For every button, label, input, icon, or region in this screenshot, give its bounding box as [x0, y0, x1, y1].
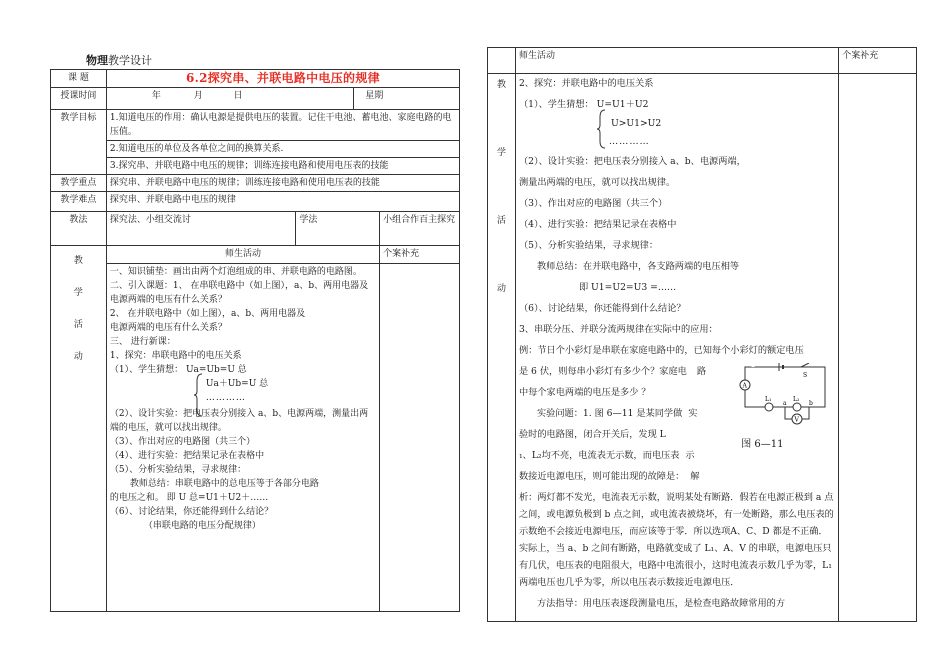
key-row — [51, 175, 460, 192]
activity-line: 2、探究：并联电路中的电压关系 — [518, 78, 654, 89]
activity-content — [106, 264, 379, 612]
right-lesson-table — [487, 47, 917, 622]
week-cell — [354, 88, 460, 110]
activity-header-row — [51, 246, 460, 264]
goal-row-1 — [51, 110, 460, 141]
lamp-l2-label: L₂ — [793, 396, 800, 403]
activity-line: ………… — [608, 136, 650, 147]
hard-text: 探究串、并联电路中电压的规律 — [106, 192, 459, 212]
right-supplement-header: 个案补充 — [839, 48, 917, 74]
activity-line: 2、 在并联电路中（如上图），a、b、两用电器及 — [109, 309, 306, 319]
supplement-header: 个案补充 — [380, 246, 460, 264]
right-activity-content — [515, 74, 838, 622]
activity-line: （串联电路的电压分配规律） — [143, 521, 261, 531]
activity-line: 解 — [690, 471, 700, 482]
activity-line: （1）、学生猜想： Ua=Ub=U 总 — [109, 365, 247, 375]
document-header — [86, 52, 152, 68]
voltmeter-label: V — [794, 416, 800, 424]
goal-item: 3.探究串、并联电路中电压的规律；训练连接电路和使用电压表的技能 — [106, 158, 459, 175]
activity-line: （3）、作出对应的电路图（共三个） — [518, 198, 668, 209]
vertical-char: 活 — [496, 216, 506, 226]
supplement-cell — [380, 264, 460, 612]
activity-line: 二、引入课题：1、 在串联电路中（如上图），a、b、两用电器及 — [109, 281, 369, 291]
time-label: 授课时间 — [51, 88, 107, 110]
title-row — [51, 70, 460, 88]
goal-row-2 — [51, 141, 460, 158]
switch-icon — [801, 363, 809, 367]
figure-block — [519, 363, 835, 485]
brace-icon — [597, 109, 607, 149]
activity-line: 实 — [688, 408, 698, 419]
activity-line: 1、探究：串联电路中的电压关系 — [109, 351, 242, 361]
goal-row-3 — [51, 158, 460, 175]
key-text: 探究串、并联电路中电压的规律；训练连接电路和使用电压表的技能 — [106, 175, 459, 192]
lamp-l2-icon — [793, 403, 801, 411]
right-header-row — [488, 48, 917, 74]
activity-line: （4）、进行实验：把结果记录在表格中 — [109, 451, 265, 461]
time-row — [51, 88, 460, 110]
activity-line: 一、知识铺垫：画出由两个灯泡组成的串、并联电路的电路图。 — [109, 267, 362, 277]
activity-line: 的电压之和。 即 U 总=U1＋U2＋…… — [109, 493, 269, 503]
activity-line: （3）、作出对应的电路图（共三个） — [109, 437, 256, 447]
activity-line: 示 — [685, 450, 695, 461]
activity-line: （4）、进行实验：把结果记录在表格中 — [518, 219, 677, 230]
activity-body-row — [51, 264, 460, 612]
date-cell — [106, 88, 353, 110]
ammeter-label: A — [742, 382, 748, 390]
brace-icon — [194, 373, 204, 417]
lamp-l1-icon — [765, 403, 773, 411]
point-b-label: b — [809, 400, 814, 407]
goal-item: 2.知道电压的单位及各单位之间的换算关系. — [106, 141, 459, 158]
circuit-figure — [739, 363, 831, 450]
activity-line: 3、串联分压、并联分流两规律在实际中的应用： — [518, 324, 718, 335]
switch-label: S — [803, 372, 808, 379]
activity-line: 教师总结：串联电路中的总电压等于各部分电路 — [129, 479, 319, 489]
activity-line: 例：节日个小彩灯是串联在家庭电路中的，已知每个小彩灯的额定电压 — [518, 345, 804, 356]
activity-line: 三、 进行新课： — [109, 337, 176, 347]
hard-row — [51, 192, 460, 212]
activity-line: ………… — [205, 393, 246, 403]
activity-line: （2）、设计实验：把电压表分别接入 a、b、电源两端， — [518, 156, 746, 167]
method-row — [51, 212, 460, 246]
activity-line: ₁、L₂均不亮，电流表无示数，而电压表 — [518, 450, 680, 461]
activity-line: 方法指导：用电压表逐段测量电压，是检查电路故障常用的方 — [536, 598, 786, 609]
vertical-activity-label — [51, 246, 107, 612]
day-label: 日 — [233, 91, 243, 101]
activity-line: 测量出两端的电压，就可以找出规律。 — [518, 177, 676, 188]
activity-line: （2）、设计实验：把电压表分别接入 a、b、电源两端，测量出两端的电压，就可以找出规律。 — [109, 409, 369, 433]
title-label: 课 题 — [51, 70, 107, 88]
vertical-char: 教 — [73, 256, 83, 266]
vertical-char: 动 — [496, 284, 506, 294]
year-label: 年 — [151, 91, 161, 101]
activity-line: 数接近电源电压，则可能出现的故障是： — [518, 471, 685, 482]
activity-line: 路 — [696, 366, 707, 377]
vertical-char: 学 — [496, 148, 506, 158]
activity-line: 析：两灯都不发光，电流表无示数，说明某处有断路．假若在电源正极到 a 点之间，或电源负极到 b 点之间，或电流表被烧坏，有一处断路，那么电压表的示数绝不会接近电源电压，而应该等于零．所以选项A、C、D 都是不正确．实际上，当 a、b 之间有断路，电路就变成了 L₁、A、V 的串联，电源电压只有几伏，电压表的电阻很大，电路中电流很小，这时电流表示数几乎为零，L₁两端电压也几乎为零，所以电压表示数接近电源电压． — [518, 492, 834, 588]
right-corner-cell — [488, 48, 516, 74]
activity-line: （1）、学生猜想： U=U1＋U2 — [518, 99, 649, 110]
subject-rest: 教学设计 — [108, 54, 152, 67]
activity-line: 是 6 伏，则每串小彩灯有多少个？家庭电 — [518, 366, 687, 377]
activity-header: 师生活动 — [106, 246, 379, 264]
subject-bold: 物理 — [86, 54, 108, 67]
vertical-char: 教 — [496, 80, 506, 90]
activity-line: U>U1>U2 — [610, 118, 662, 129]
right-guess-block — [519, 117, 835, 153]
circuit-diagram — [739, 363, 831, 433]
activity-line: 验时的电路图，闭合开关后，发现 L — [518, 429, 666, 440]
right-supplement-cell — [839, 74, 917, 622]
activity-line: 即 U1=U2=U3 =…… — [578, 282, 677, 293]
left-lesson-table — [50, 69, 460, 612]
guess-brace-block — [110, 377, 376, 407]
vertical-char: 学 — [73, 288, 83, 298]
month-label: 月 — [193, 91, 203, 101]
right-activity-header: 师生活动 — [515, 48, 838, 74]
activity-line: 电源两端的电压有什么关系？ — [109, 323, 227, 333]
vertical-char: 动 — [73, 352, 83, 362]
goals-label: 教学目标 — [51, 110, 107, 175]
week-label: 星期 — [365, 91, 384, 101]
method-label: 教法 — [51, 212, 107, 246]
activity-line: （5）、分析实验结果，寻求规律： — [109, 465, 247, 475]
study-label: 学法 — [296, 212, 380, 246]
activity-line: 电源两端的电压有什么关系？ — [109, 295, 227, 305]
activity-line: （6）、讨论结果，你还能得到什么结论？ — [518, 303, 686, 314]
vertical-char: 活 — [73, 320, 83, 330]
activity-line: （6）、讨论结果，你还能得到什么结论？ — [109, 507, 274, 517]
method-text: 探究法、小组交流讨 — [106, 212, 296, 246]
lesson-title: 6.2探究串、并联电路中电压的规律 — [106, 70, 459, 88]
hard-label: 教学难点 — [51, 192, 107, 212]
key-label: 教学重点 — [51, 175, 107, 192]
goal-item: 1.知道电压的作用：确认电源是提供电压的装置。记住干电池、蓄电池、家庭电路的电压值。 — [106, 110, 459, 141]
activity-line: （5）、分析实验结果，寻求规律： — [518, 240, 659, 251]
activity-line: 教师总结：在并联电路中，各支路两端的电压相等 — [536, 261, 740, 272]
study-text: 小组合作百主探究 — [380, 212, 460, 246]
activity-line: Ua＋Ub=U 总 — [205, 379, 269, 389]
right-vertical-label — [488, 74, 516, 622]
right-body-row — [488, 74, 917, 622]
activity-line: 实验问题：1. 图 6—11 是某同学做 — [536, 408, 683, 419]
figure-caption: 图 6—11 — [741, 439, 784, 450]
lamp-l1-label: L₁ — [765, 396, 772, 403]
point-a-label: a — [783, 400, 787, 407]
activity-line: 中每个家电两端的电压是多少 ？ — [518, 387, 651, 398]
